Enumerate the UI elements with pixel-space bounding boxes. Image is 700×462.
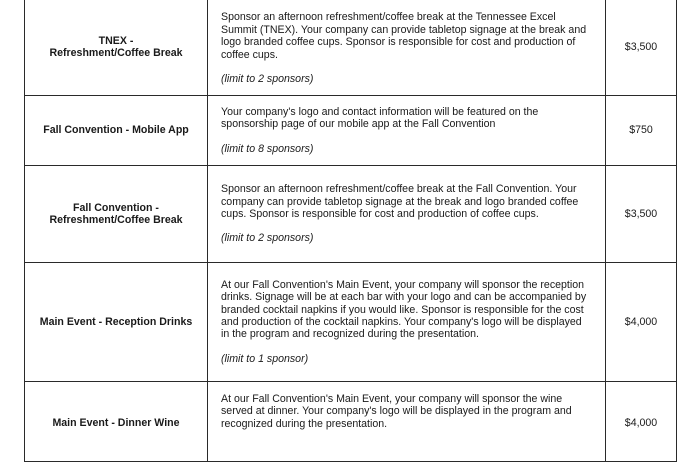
table-row	[25, 166, 677, 263]
sponsorship-table	[24, 0, 677, 462]
sponsorship-name	[25, 166, 208, 263]
sponsorship-description	[208, 382, 606, 462]
table-row	[25, 382, 677, 462]
sponsorship-name-line2: Refreshment/Coffee Break	[49, 214, 183, 226]
sponsorship-name	[25, 0, 208, 96]
sponsor-limit: (limit to 2 sponsors)	[221, 232, 314, 245]
sponsorship-description	[208, 263, 606, 382]
sponsorship-name-line1: Main Event - Dinner Wine	[52, 417, 180, 429]
sponsorship-name	[25, 263, 208, 382]
sponsorship-name	[25, 96, 208, 166]
sponsorship-name	[25, 382, 208, 462]
sponsorship-description	[208, 0, 606, 96]
table-row	[25, 263, 677, 382]
sponsor-limit: (limit to 8 sponsors)	[221, 142, 314, 155]
table-row	[25, 0, 677, 96]
sponsorship-price: $3,500	[606, 166, 677, 263]
sponsorship-name-line2: Refreshment/Coffee Break	[49, 47, 183, 59]
sponsorship-name-line1: Main Event - Reception Drinks	[39, 315, 193, 328]
table-row	[25, 96, 677, 166]
description-text: At our Fall Convention's Main Event, your company will sponsor the wine served at dinner. Your company's logo will be displayed in the program and recognized during the presentation.	[221, 393, 572, 430]
description-text: Sponsor an afternoon refreshment/coffee break at the Tennessee Excel Summit (TNEX). Your company can provide tabletop signage at the break and logo branded coffee cups. Sponsor is responsible for cost and production of coffee cups.	[221, 11, 587, 61]
sponsorship-description	[208, 166, 606, 263]
sponsorship-name-line1: TNEX -	[98, 34, 134, 47]
description-text: Your company's logo and contact information will be featured on the sponsorship page of our mobile app at the Fall Convention	[221, 105, 539, 131]
description-text: At our Fall Convention's Main Event, your company will sponsor the reception drinks. Signage will be at each bar with your logo and can be accompanied by branded cocktail napkins if you would like. Sponsor is responsible for the cost and production of the cocktail napkins. Your company's logo will be displayed in the program and recognized during the presentation.	[221, 278, 587, 341]
description-text: Sponsor an afternoon refreshment/coffee break at the Fall Convention. Your company can provide tabletop signage at the break and logo branded coffee cups. Sponsor is responsible for cost and production of coffee cups.	[221, 183, 579, 220]
sponsorship-price: $750	[606, 96, 677, 166]
sponsor-limit: (limit to 1 sponsor)	[221, 352, 309, 365]
sponsorship-name-line1: Fall Convention -	[73, 201, 159, 214]
sponsorship-price: $3,500	[606, 0, 677, 96]
sponsorship-name-line1: Fall Convention - Mobile App	[43, 124, 189, 137]
sponsorship-price: $4,000	[606, 382, 677, 462]
sponsorship-description	[208, 96, 606, 166]
sponsor-limit: (limit to 2 sponsors)	[221, 73, 314, 86]
sponsorship-price: $4,000	[606, 263, 677, 382]
